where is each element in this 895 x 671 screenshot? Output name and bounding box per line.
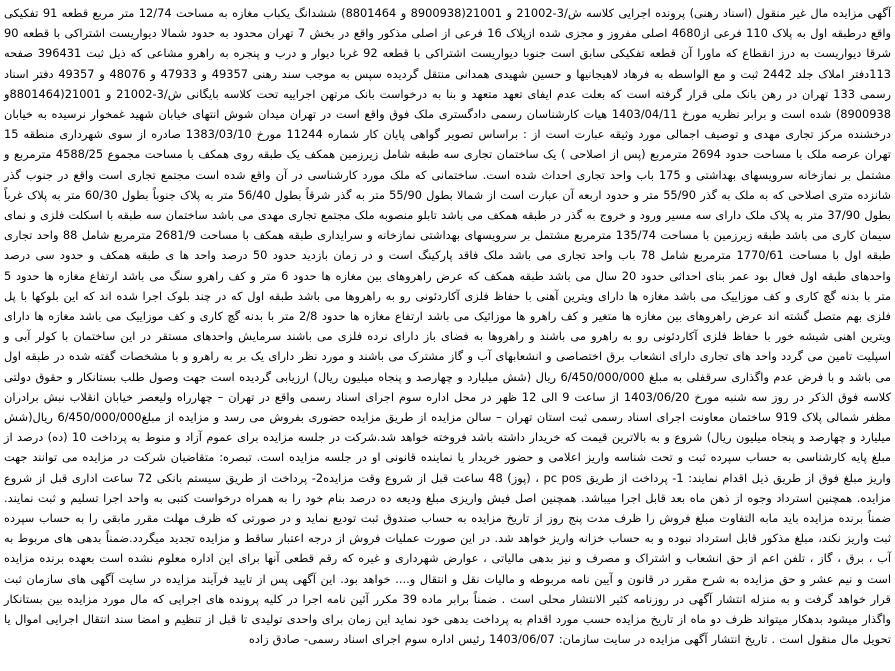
auction-notice-text: آگهی مزایده مال غیر منقول (اسناد رهنی) پرونده اجرایی کلاسه ش/3-21002 و 21001(8900938 و 8801464) ششدانگ یکباب مغازه به مساحت 12/74 متر مربع قطعه 91 تفکیکی واقع درطبقه اول به پلاک 110 فرعی از4680 اصلی مفروز و مجزی شده ازپلاک 16 فرعی از اصلی مذکور واقع در بخش 7 تهران محدود به حدود شمالا دیواریست اشتراکی با قطعه 90 شرقا دیواریست به درز انقطاع که ماورا آن قطعه تفکیکی سابق است جنوبا دیواریست اشتراکی با قطعه 92 غربا دیوار و درب و پنجره به راهرو مشاعی که ذیل ثبت 396431 صفحه 113دفتر املاک جلد 2442 ثبت و مع الواسطه به فرهاد لاهیجانیها و حسین شهیدی همدانی منتقل گردیده سپس به موجب سند رهنی 49357 و 47933 و 48076 و 49357 دفتر اسناد رسمی 133 تهران در رهن بانک ملی قرار گرفته است که بعلت عدم ایفای تعهد متعهد و بنا به درخواست بانک مرتهن اجراییه تحت کلاسه بایگانی ش/3-21002 و 21001(8801464و 8900938) شده است و برابر نظریه مورخ 1403/04/11 هیات کارشناسان رسمی دادگستری ملک فوق واقع است در تهران میدان شوش انتهای خیابان شهید غمخوار نرسیده به خیابان درخشنده مرکز تجاری مهدی و توصیف اجمالی مورد وثیقه عبارت است از : براساس تصویر گواهی پایان کار شماره 11244 مورخ 1383/03/10 صادره از سوی شهرداری منطقه 15 تهران عرصه ملک با مساحت حدود 2694 مترمربع (پس از اصلاحی ) یک ساختمان تجاری سه طبقه شامل زیرزمین همکف یک طبقه روی همکف با مساحت مجموع 4588/25 مترمربع و مشتمل بر نمازخانه سرویسهای بهداشتی و 175 باب واحد تجاری احداث شده است. ساختمانی که ملک مورد کارشناسی در آن واقع شده است مجتمع تجاری است واقع در جنوب گذر شانزده متری اصلاحی که به ملک به گذر 55/90 متر و حدود اربعه آن عبارت است از شمالا بطول 55/90 متر به گذر شرقاً بطول 56/40 متر به پلاک جنوباً بطول 60/30 متر به پلاک غرباً بطول 37/90 متر به پلاک ملک دارای سه مسیر ورود و خروج به گذر در طبقه همکف می باشد تابلو منصوبه ملک مجتمع تجاری مهدی می باشد ساختمان سه طبقه با اسکلت فلزی و نمای سیمان کاری می باشد طبقه زیرزمین با مساحت 135/74 مترمربع مشتمل بر سرویسهای بهداشتی نمازخانه و سرایداری طبقه همکف با مساحت 2681/9 مترمربع شامل 88 واحد تجاری طبقه اول با مساحت 1770/61 مترمربع شامل 78 باب واحد تجاری می باشد ملک فاقد پارکینگ است و در زمان بازدید حدود 50 درصد واحد ها ی طبقه همکف و حدود سی درصد واحدهای طبقه اول فعال بود عمر بنای احداثی حدود 20 سال می باشد طبقه همکف که عرض راهروهای بین مغازه ها حدود 6 متر و کف راهرو سنگ می باشد ارتفاع مغازه ها حدود 5 متر با بدنه گچ کاری و کف موزاییک می باشد مغازه ها دارای ویترین آهنی با حفاظ فلزی آکاردئونی رو به راهروها می باشد طبقه اول که در چند بلوک اجرا شده اند که این بلوکها با پل فلزی بهم متصل گشته اند عرض راهروهای بین مغازه ها متغیر و کف راهرو ها موزائیک می باشد ارتفاع مغازه ها حدود 2/8 متر با بدنه گچ کاری و کف موزاییک می باشد مغازه ها دارای ویترین اهنی شیشه خور با حفاظ فلزی آکاردئونی رو به راهرو می باشند و راهروها به فضای باز دارای نرده فلزی می باشند سرمایش واحدهای مستقر در این ساختمان با کولر آبی و اسپلیت تامین می گردد واحد های تجاری دارای انشعاب برق اختصاصی و انشعابهای آب و گاز مشترک می باشند و مورد نظر دارای یک بر به راهرو و با مشخصات گفته شده در طبقه اول می باشد و با فرض عدم واگذاری سرقفلی به مبلغ 6/450/000/000 ریال (شش میلیارد و چهارصد و پنجاه میلیون ریال) ارزیابی گردیده است جهت وصول طلب بستانکار و حقوق دولتی کلاسه فوق الذکر در روز سه شنبه مورخ 1403/06/20 از ساعت 9 الی 12 ظهر در محل اداره سوم اجرای اسناد رسمی واقع در تهران – چهارراه ولیعصر خیابان انقلاب نبش برادران مظفر شمالی پلاک 919 ساختمان معاونت اجرای اسناد رسمی ثبت استان تهران – سالن مزایده از طریق مزایده حضوری بفروش می رسد و مزایده از مبلغ6/450/000/000 ریال(شش میلیارد و چهارصد و پنجاه میلیون ریال) شروع و به بالاترین قیمت که خریدار داشته باشد فروخته خواهد شد.شرکت در جلسه مزایده برای عموم آزاد و منوط به پرداخت 10 (ده) درصد از مبلغ پایه کارشناسی به حساب سپرده ثبت و تحت شناسه واریز اعلامی و حضور خریدار یا نماینده قانونی او در جلسه مزایده است. تبصره: متقاضیان شرکت در مزایده می توانند جهت واریز مبلغ فوق از طریق ذیل اقدام نمایند: 1- پرداخت از طریق pc pos ، (پوز) 48 ساعت قبل از شروع وقت مزایده2- پرداخت از طریق سیستم بانکی 72 ساعت اداری قبل از شروع مزایده. همچنین استرداد وجوه از ذهن ماه بعد قابل اجرا میباشد. همچنین اصل فیش واریزی مبلغ ودیعه ده درصد بنام خود را به همراه درخواست کتبی به واحد اجرا تسلیم و ثبت نمایند. ضمناً برنده مزایده باید مابه التفاوت مبلغ فروش را ظرف مدت پنج روز از تاریخ مزایده به حساب صندوق ثبت تودیع نماید و در صورتی که ظرف مهلت مقرر مابقی را به حساب سپرده ثبت واریز نکند، مبلغ مذکور قابل استرداد نبوده و به حساب خزانه واریز خواهد شد. در این صورت عملیات فروش از درجه اعتبار ساقط و مزایده تجدید میگردد.ضمناً بدهی های مربوط به آب ، برق ، گاز ، تلفن اعم از حق انشعاب و اشتراک و مصرف و نیز بدهی مالیاتی ، عوارض شهرداری و غیره که رقم قطعی آنها برای این اداره معلوم نشده است بعهده برنده مزایده است و نیم عشر و حق مزایده به شرح مقرر در قانون و آیین نامه مربوطه و مالیات نقل و انتقال و.... خواهد بود. این آگهی پس از تایید فرآیند مزایده در سایت آگهی های سازمان ثبت قرار خواهد گرفت و به منزله انتشار آگهی در روزنامه کثیر الانتشار محلی است . ضمناً برابر ماده 39 مکرر آئین نامه اجرا در کلیه پرونده های اجرایی که مال مورد مزایده بین بستانکار واگذار میشود بدهکار میتواند ظرف دو ماه از تاریخ مزایده حسب مورد اقدام به پرداخت بدهی خود نماید این زمان برای واحدی تولیدی تا قبل از تنظیم و امضا سند انتقال اجرایی اموال یا تحویل مال منقول است . تاریخ انتشار آگهی مزایده در سایت سازمان: 1403/06/07 رئیس اداره سوم اجرای اسناد رسمی- صادق زاده [4,6,892,647]
